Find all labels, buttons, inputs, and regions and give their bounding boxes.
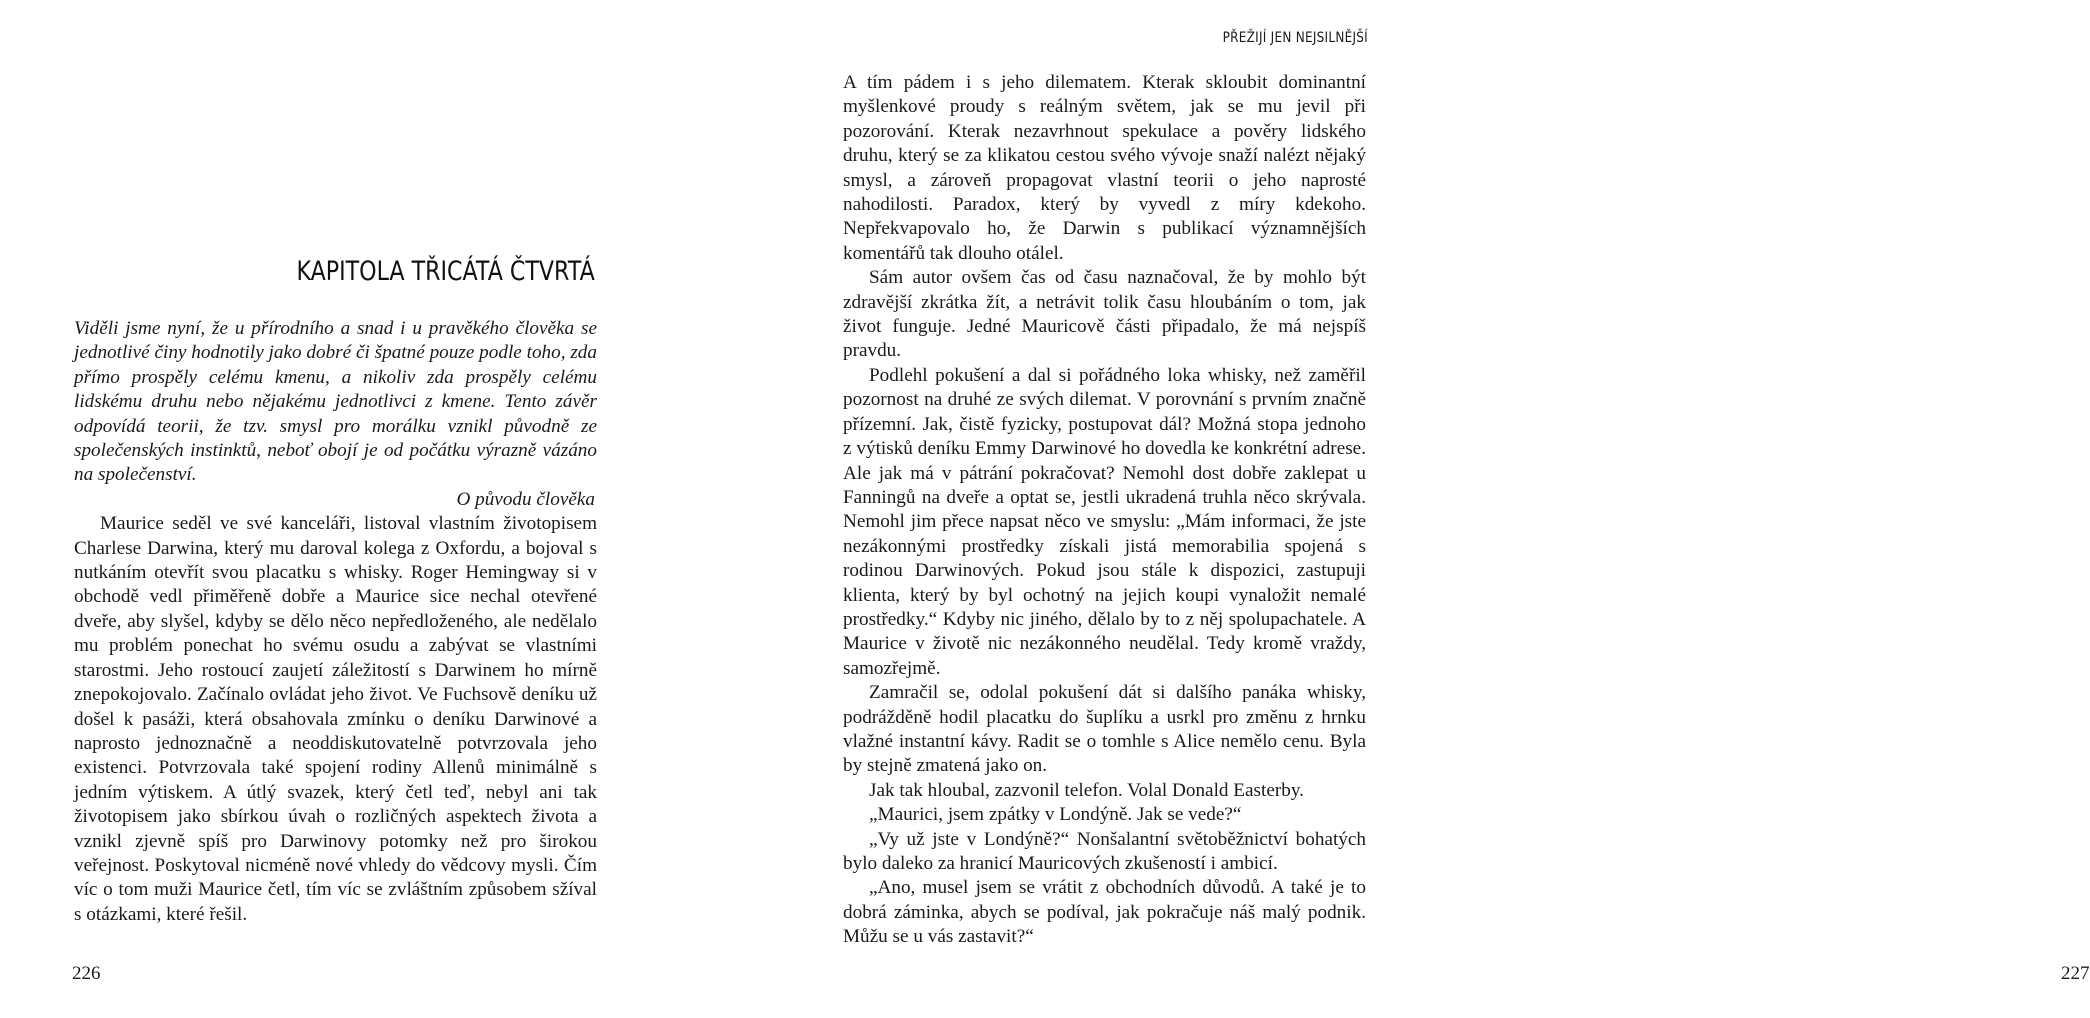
page-number-left: 226 bbox=[72, 963, 101, 984]
dialogue-paragraph: „Vy už jste v Londýně?“ Nonšalantní světoběžnictví bohatých bylo daleko za hranicí Mauricových zkušeností i ambicí. bbox=[843, 828, 1366, 874]
chapter-title: KAPITOLA TŘICÁTÁ ČTVRTÁ bbox=[296, 256, 595, 287]
epigraph-source: O původu člověka bbox=[456, 488, 595, 510]
paragraph: Maurice seděl ve své kanceláři, listoval vlastním životopisem Charlese Darwina, který mu daroval kolega z Oxfordu, a bojoval s nutkáním otevřít svou placatku s whisky. Roger Hemingway si v obchodě vedl přiměřeně dobře a Maurice sice nechal otevřené dveře, aby slyšel, kdyby se dělo něco nepředloženého, ale nedělalo mu problém ponechat ho svému osudu a zabývat se vlastními starostmi. Jeho rostoucí zaujetí záležitostí s Darwinem ho mírně znepokojovalo. Začínalo ovládat jeho život. Ve Fuchsově deníku už došel k pasáži, která obsahovala zmínku o deníku Darwinové a naprosto jednoznačně a neoddiskutovatelně potvrzovala jeho existenci. Potvrzovala také spojení rodiny Allenů minimálně s jedním výtiskem. A útlý svazek, který četl teď, nebyl ani tak životopisem jako sbírkou úvah o rozličných aspektech života a vznikl zjevně spíš pro Darwinovy potomky než pro širokou veřejnost. Poskytoval nicméně nové vhledy do vědcovy mysli. Čím víc o tom muži Maurice četl, tím víc se zvláštním způsobem sžíval s otázkami, které řešil. bbox=[74, 513, 597, 925]
dialogue-paragraph: „Maurici, jsem zpátky v Londýně. Jak se vede?“ bbox=[869, 804, 1242, 826]
epigraph: Viděli jsme nyní, že u přírodního a snad i u pravěkého člověka se jednotlivé činy hodnotily jako dobré či špatné pouze podle toho, zda přímo prospěly celému kmenu, a nikoliv zda prospěly celému lidskému druhu nebo nějakému jednotlivci z kmene. Tento závěr odpovídá teorii, že tzv. smysl pro morálku vznikl původně ze společenských instinktů, neboť obojí je od počátku výrazně vázáno na společenství. bbox=[74, 318, 597, 486]
page-number-right: 227 bbox=[2061, 963, 2090, 984]
dialogue-paragraph: „Ano, musel jsem se vrátit z obchodních důvodů. A také je to dobrá záminka, abych se podíval, jak pokračuje náš malý podnik. Můžu se u vás zastavit?“ bbox=[843, 877, 1366, 948]
paragraph: Jak tak hloubal, zazvonil telefon. Volal Donald Easterby. bbox=[869, 779, 1304, 801]
paragraph: A tím pádem i s jeho dilematem. Kterak skloubit dominantní myšlenkové proudy s reálným světem, jak se mu jevil při pozorování. Kterak nezavrhnout spekulace a pověry lidského druhu, který se za klikatou cestou svého vývoje snaží nalézt nějaký smysl, a zároveň propagovat vlastní teorii o jeho naprosté nahodilosti. Paradox, který by vyvedl z míry kdekoho. Nepřekvapovalo ho, že Darwin s publikací významnějších komentářů tak dlouho otálel. bbox=[843, 72, 1366, 264]
paragraph: Podlehl pokušení a dal si pořádného loka whisky, než zaměřil pozornost na druhé ze svých dilemat. V porovnání s prvním značně přízemní. Jak, čistě fyzicky, postupovat dál? Možná stopa jednoho z výtisků deníku Emmy Darwinové ho dovedla ke konkrétní adrese. Ale jak má v pátrání pokračovat? Nemohl dost dobře zaklepat u Fanningů na dveře a optat se, jestli ukradená truhla něco skrývala. Nemohl jim přece napsat něco ve smyslu: „Mám informaci, že jste nezákonnými prostředky získali jistá memorabilia spojená s rodinou Darwinových. Pokud jsou stále k dispozici, zastupuji klienta, který by byl ochotný na jejich koupi vynaložit nemalé prostředky.“ Kdyby nic jiného, dělalo by to z něj spolupachatele. A Maurice v životě nic nezákonného neudělal. Tedy kromě vraždy, samozřejmě. bbox=[843, 364, 1366, 679]
left-text-block bbox=[74, 317, 597, 927]
paragraph: Zamračil se, odolal pokušení dát si dalšího panáka whisky, podrážděně hodil placatku do šuplíku a usrkl pro změnu z hrnku vlažné instantní kávy. Radit se o tomhle s Alice nemělo cenu. Byla by stejně zmatená jako on. bbox=[843, 682, 1366, 777]
running-head: PŘEŽIJÍ JEN NEJSILNĚJŠÍ bbox=[1222, 30, 1368, 46]
left-page bbox=[0, 0, 720, 1018]
paragraph: Sám autor ovšem čas od času naznačoval, že by mohlo být zdravější zkrátka žít, a netrávit tolik času hloubáním o tom, jak život funguje. Jedné Mauricově části připadalo, že má nejspíš pravdu. bbox=[843, 267, 1366, 362]
right-text-block bbox=[843, 71, 1366, 950]
